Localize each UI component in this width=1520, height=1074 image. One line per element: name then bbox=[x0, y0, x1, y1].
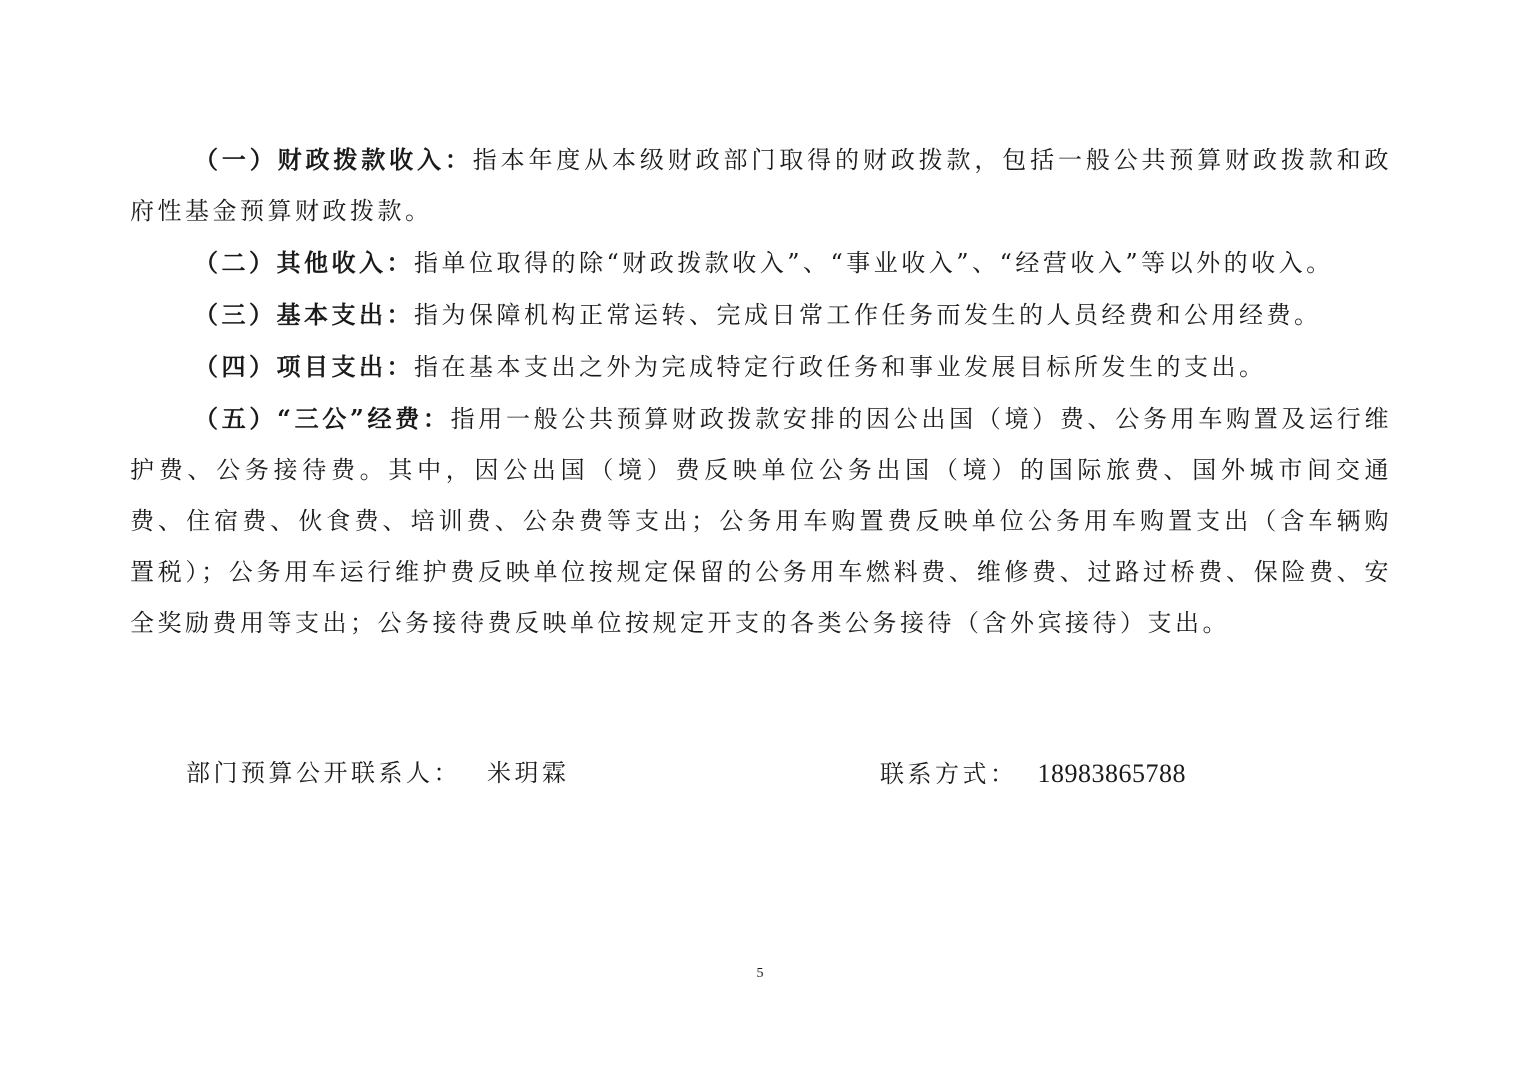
paragraph-basic-expenditure bbox=[130, 289, 1392, 341]
contact-person-label: 部门预算公开联系人： bbox=[186, 759, 461, 787]
contact-phone-label: 联系方式： bbox=[880, 760, 1018, 788]
paragraph-text: 指单位取得的除“财政拨款收入”、“事业收入”、“经营收入”等以外的收入。 bbox=[414, 249, 1334, 277]
paragraph-term: （二）其他收入： bbox=[194, 248, 414, 277]
paragraph-term: （四）项目支出： bbox=[194, 352, 414, 381]
paragraph-text: 指用一般公共预算财政拨款安排的因公出国（境）费、公务用车购置及运行维护费、公务接待费。其中，因公出国（境）费反映单位公务出国（境）的国际旅费、国外城市间交通费、住宿费、伙食费、培训费、公杂费等支出；公务用车购置费反映单位公务用车购置支出（含车辆购置税）；公务用车运行维护费反映单位按规定保留的公务用车燃料费、维修费、过路过桥费、保险费、安全奖励费用等支出；公务接待费反映单位按规定开支的各类公务接待（含外宾接待）支出。 bbox=[130, 405, 1392, 637]
paragraph-project-expenditure bbox=[130, 341, 1392, 393]
paragraph-term: （一）财政拨款收入： bbox=[194, 145, 473, 174]
contact-phone-number: 18983865788 bbox=[1037, 759, 1186, 788]
paragraph-text: 指本年度从本级财政部门取得的财政拨款，包括一般公共预算财政拨款和政府性基金预算财政拨款。 bbox=[130, 146, 1393, 225]
paragraph-three-public-expenses bbox=[130, 393, 1392, 649]
paragraph-other-income bbox=[130, 237, 1392, 289]
paragraph-term: （三）基本支出： bbox=[194, 300, 414, 329]
contact-person bbox=[186, 748, 570, 799]
paragraph-text: 指在基本支出之外为完成特定行政任务和事业发展目标所发生的支出。 bbox=[414, 353, 1267, 381]
contact-person-name: 米玥霖 bbox=[487, 759, 570, 787]
document-body bbox=[130, 134, 1392, 649]
paragraph-text: 指为保障机构正常运转、完成日常工作任务而发生的人员经费和公用经费。 bbox=[414, 301, 1322, 329]
paragraph-term: （五）“三公”经费： bbox=[194, 404, 451, 433]
contact-phone bbox=[880, 748, 1186, 800]
paragraph-fiscal-allocation-income bbox=[130, 134, 1392, 237]
page-number: 5 bbox=[756, 966, 764, 981]
